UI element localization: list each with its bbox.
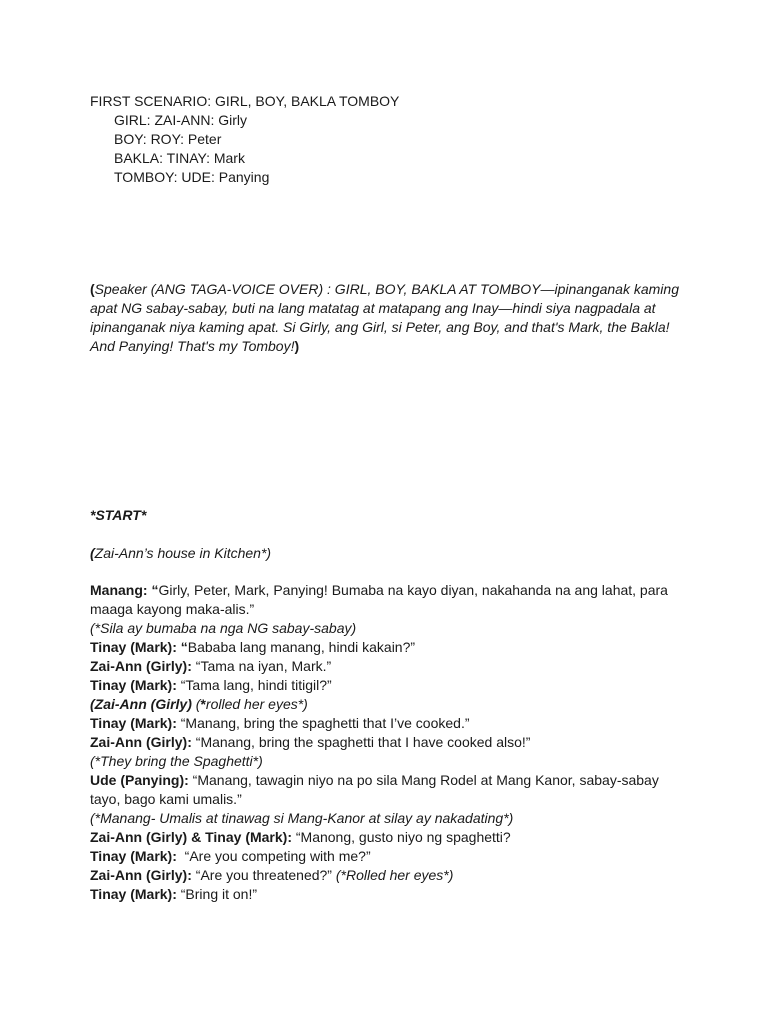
dialogue-text: Bababa lang manang, hindi kakain?” <box>187 639 416 655</box>
script-line <box>90 847 680 866</box>
speaker-name: Ude (Panying): <box>90 772 193 788</box>
voiceover-open-paren: ( <box>90 281 95 297</box>
script-line <box>90 733 680 752</box>
script-line <box>90 676 680 695</box>
speaker-name: Tinay (Mark): <box>90 639 181 655</box>
direction-paren: ( <box>195 696 201 712</box>
speaker-name: Zai-Ann (Girly) & Tinay (Mark): <box>90 829 296 845</box>
speaker-name: Zai-Ann (Girly): <box>90 867 196 883</box>
dialogue-text: “Are you competing with me?” <box>180 848 371 864</box>
script-line <box>90 771 680 809</box>
script-line <box>90 581 680 619</box>
dialogue-text: “Are you threatened?” <box>195 867 336 883</box>
speaker-name: (Zai-Ann (Girly) <box>90 696 196 712</box>
stage-direction: rolled her eyes*) <box>205 696 308 712</box>
scene-text: Zai-Ann’s house in Kitchen*) <box>94 545 272 561</box>
script-line <box>90 695 680 714</box>
script-line <box>90 866 680 885</box>
scene-open-paren: ( <box>90 545 95 561</box>
script-line <box>90 714 680 733</box>
speaker-name: Manang: <box>90 582 152 598</box>
script-line <box>90 828 680 847</box>
speaker-name: Tinay (Mark): <box>90 848 181 864</box>
quote-mark: “ <box>151 582 159 598</box>
quote-mark: “ <box>180 639 188 655</box>
scene-direction <box>90 544 271 563</box>
speaker-name: Zai-Ann (Girly): <box>90 734 196 750</box>
speaker-name: Tinay (Mark): <box>90 677 181 693</box>
dialogue-text: “Manang, tawagin niyo na po sila Mang Rodel at Mang Kanor, sabay-sabay tayo, bago kami umalis.” <box>90 772 659 807</box>
dialogue-text: “Manang, bring the spaghetti that I have cooked also!” <box>195 734 531 750</box>
stage-direction: (*Manang- Umalis at tinawag si Mang-Kanor at silay ay nakadating*) <box>90 810 514 826</box>
cast-line-bakla: BAKLA: TINAY: Mark <box>114 150 245 166</box>
script-line <box>90 885 680 904</box>
speaker-name: Tinay (Mark): <box>90 715 181 731</box>
script-line <box>90 657 680 676</box>
cast-line-girl: GIRL: ZAI-ANN: Girly <box>114 112 248 128</box>
stage-direction: (*Sila ay bumaba na nga NG sabay-sabay) <box>90 620 357 636</box>
stage-direction: (*Rolled her eyes*) <box>335 867 454 883</box>
stage-direction: (*They bring the Spaghetti*) <box>90 753 263 769</box>
voiceover-paragraph <box>90 280 680 356</box>
voiceover-text: Speaker (ANG TAGA-VOICE OVER) : GIRL, BOY, BAKLA AT TOMBOY—ipinanganak kaming apat NG sabay-sabay, buti na lang matatag at matapang ang Inay—hindi siya nagpadala at ipinanganak niya kaming apat. Si Girly, ang Girl, si Peter, ang Boy, and that's Mark, the Bakla! And Panying! That's my Tomboy! <box>90 281 679 354</box>
dialogue-text: “Bring it on!” <box>180 886 258 902</box>
script-line <box>90 638 680 657</box>
dialogue-text: Girly, Peter, Mark, Panying! Bumaba na kayo diyan, nakahanda na ang lahat, para maaga kayong maka-alis.” <box>90 582 668 617</box>
scenario-title: FIRST SCENARIO: GIRL, BOY, BAKLA TOMBOY <box>90 93 400 109</box>
dialogue-text: “Tama lang, hindi titigil?” <box>180 677 332 693</box>
dialogue-text: “Manang, bring the spaghetti that I’ve cooked.” <box>180 715 470 731</box>
dialogue-text: “Tama na iyan, Mark.” <box>195 658 332 674</box>
cast-line-boy: BOY: ROY: Peter <box>114 131 222 147</box>
speaker-name: Zai-Ann (Girly): <box>90 658 196 674</box>
scenario-header <box>90 92 399 187</box>
dialogue-text: “Manong, gusto niyo ng spaghetti? <box>295 829 511 845</box>
start-label: *START* <box>90 507 147 523</box>
speaker-name: Tinay (Mark): <box>90 886 181 902</box>
script-body <box>90 581 680 904</box>
direction-star: * <box>200 696 206 712</box>
voiceover-close-paren: ) <box>294 338 300 354</box>
cast-line-tomboy: TOMBOY: UDE: Panying <box>114 169 270 185</box>
